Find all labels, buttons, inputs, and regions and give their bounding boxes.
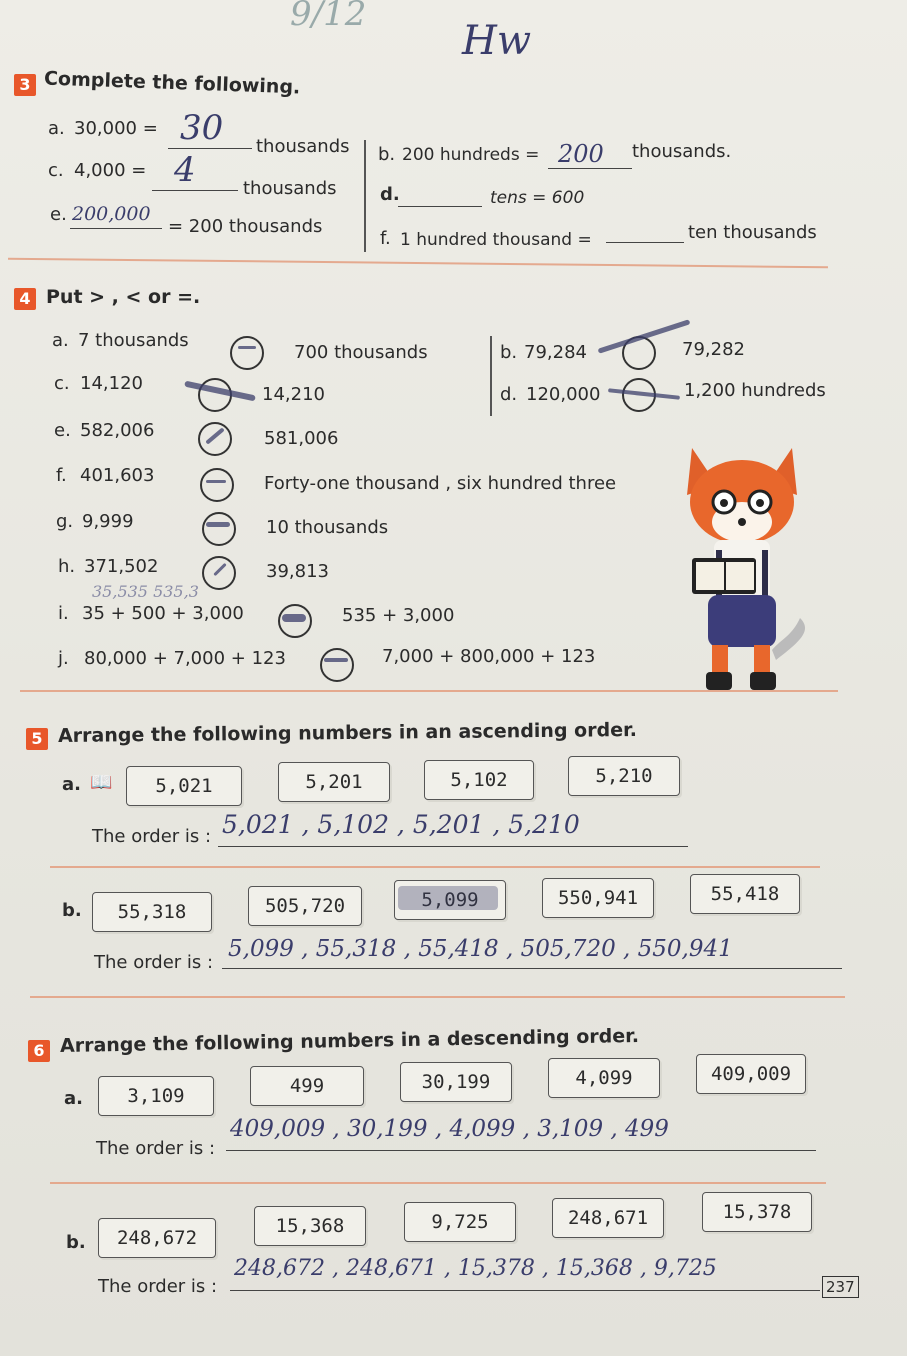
sec3-b-answer: 200	[558, 140, 604, 168]
sec4-b-right: 79,282	[682, 339, 745, 360]
sec3-a-left: 30,000 =	[74, 118, 158, 139]
sec4-j-right: 7,000 + 800,000 + 123	[382, 646, 596, 667]
sec4-b-label: b.	[500, 342, 518, 363]
sec4-g-right: 10 thousands	[266, 517, 389, 538]
sec3-b-blank[interactable]	[548, 168, 632, 169]
sec4-j-label: j.	[58, 648, 69, 669]
sec5-a-number-1: 5,021	[126, 766, 242, 806]
sec4-c-label: c.	[54, 373, 70, 394]
sec3-separator	[8, 258, 828, 268]
sec4-c-right: 14,210	[262, 384, 325, 405]
sec6-a-number-2: 499	[250, 1066, 364, 1106]
sec3-c-label: c.	[48, 160, 64, 181]
sec5-b-number-4: 550,941	[542, 878, 654, 918]
sec3-f-label: f.	[380, 228, 391, 249]
sec4-a-left: 7 thousands	[78, 330, 189, 351]
sec4-divider	[490, 336, 492, 416]
sec3-e-right: = 200 thousands	[168, 216, 323, 237]
sec4-d-left: 120,000	[526, 384, 601, 405]
sec6-b-number-4: 248,671	[552, 1198, 664, 1238]
sec4-i-left: 35 + 500 + 3,000	[82, 603, 244, 624]
sec6-a-separator	[50, 1182, 826, 1184]
sec4-i-label: i.	[58, 603, 69, 624]
sec4-a-mark	[238, 346, 256, 349]
sec4-g-label: g.	[56, 511, 74, 532]
sec4-f-right: Forty-one thousand , six hundred three	[264, 473, 617, 494]
sec4-h-right: 39,813	[266, 561, 329, 582]
sec3-d-right: tens = 600	[490, 188, 585, 208]
sec6-a-answer: 409,009 , 30,199 , 4,099 , 3,109 , 499	[230, 1116, 669, 1142]
sec6-a-number-1: 3,109	[98, 1076, 214, 1116]
section-3-badge: 3	[14, 74, 36, 96]
sec4-h-left: 371,502	[84, 556, 159, 577]
top-scribble: 9/12	[290, 0, 367, 34]
section-6-title: Arrange the following numbers in a descending order.	[59, 1024, 640, 1058]
sec3-a-answer: 30	[180, 108, 224, 148]
sec5-a-separator	[50, 866, 820, 868]
fox-reading-illustration	[672, 440, 812, 695]
sec5-a-order-line[interactable]	[218, 846, 688, 847]
sec6-b-order-label: The order is :	[98, 1276, 218, 1297]
sec6-b-number-2: 15,368	[254, 1206, 366, 1246]
sec3-b-right: thousands.	[632, 141, 732, 162]
sec3-e-blank[interactable]	[70, 228, 162, 229]
sec3-divider	[364, 140, 366, 252]
handwritten-hw: Hw	[462, 18, 532, 64]
sec4-i-mark	[282, 614, 306, 622]
sec4-a-circle[interactable]	[230, 336, 264, 370]
sec5-a-number-3: 5,102	[424, 760, 534, 800]
sec4-g-circle[interactable]	[202, 512, 236, 546]
sec4-i-right: 535 + 3,000	[342, 605, 455, 626]
sec3-a-blank[interactable]	[168, 148, 252, 149]
sec4-e-right: 581,006	[264, 428, 339, 449]
sec3-f-right: ten thousands	[688, 222, 817, 243]
sec6-a-number-4: 4,099	[548, 1058, 660, 1098]
sec4-b-left: 79,284	[524, 342, 587, 363]
sec3-c-blank[interactable]	[152, 190, 238, 191]
sec6-a-order-line[interactable]	[226, 1150, 816, 1151]
sec5-b-number-2: 505,720	[248, 886, 362, 926]
sec4-j-circle[interactable]	[320, 648, 354, 682]
sec3-e-label: e.	[50, 204, 67, 225]
sec6-b-number-5: 15,378	[702, 1192, 812, 1232]
sec3-a-label: a.	[48, 118, 65, 139]
sec4-j-mark	[324, 658, 348, 662]
sec6-a-label: a.	[64, 1088, 83, 1109]
sec4-f-circle[interactable]	[200, 468, 234, 502]
section-3-title: Complete the following.	[43, 67, 301, 99]
sec4-f-mark	[206, 480, 226, 483]
sec5-b-order-line[interactable]	[222, 968, 842, 969]
sec5-a-number-4: 5,210	[568, 756, 680, 796]
sec4-d-label: d.	[500, 384, 518, 405]
sec4-h-label: h.	[58, 556, 76, 577]
sec3-f-left: 1 hundred thousand =	[400, 230, 592, 250]
sec5-a-number-2: 5,201	[278, 762, 390, 802]
sec5-b-number-1: 55,318	[92, 892, 212, 932]
sec4-separator	[20, 690, 838, 692]
sec6-a-number-5: 409,009	[696, 1054, 806, 1094]
sec5-b-order-label: The order is :	[94, 952, 214, 973]
sec3-f-blank[interactable]	[606, 242, 684, 243]
sec3-d-label: d.	[380, 184, 400, 205]
section-6-badge: 6	[28, 1040, 50, 1062]
sec4-j-left: 80,000 + 7,000 + 123	[84, 648, 286, 669]
sec5-separator	[30, 996, 845, 998]
sec3-b-left: 200 hundreds =	[402, 145, 540, 165]
sec5-a-label: a.	[62, 774, 81, 795]
sec4-a-label: a.	[52, 330, 69, 351]
page-number: 237	[822, 1276, 859, 1298]
sec6-b-answer: 248,672 , 248,671 , 15,378 , 15,368 , 9,725	[234, 1256, 717, 1281]
sec4-f-left: 401,603	[80, 465, 155, 486]
sec5-b-number-3: 5,099	[394, 880, 506, 920]
sec5-b-answer: 5,099 , 55,318 , 55,418 , 505,720 , 550,941	[228, 936, 733, 962]
sec5-b-label: b.	[62, 900, 82, 921]
sec3-d-blank[interactable]	[398, 206, 482, 207]
sec6-b-number-3: 9,725	[404, 1202, 516, 1242]
sec6-a-order-label: The order is :	[96, 1138, 216, 1159]
sec3-a-right: thousands	[256, 136, 350, 157]
sec6-b-number-1: 248,672	[98, 1218, 216, 1258]
book-icon: 📖	[90, 772, 113, 793]
sec4-g-mark	[206, 522, 230, 527]
sec4-h-circle[interactable]	[202, 556, 236, 590]
sec4-e-circle[interactable]	[198, 422, 232, 456]
sec4-f-label: f.	[56, 465, 67, 486]
sec5-a-answer: 5,021 , 5,102 , 5,201 , 5,210	[222, 810, 580, 839]
sec3-c-left: 4,000 =	[74, 160, 147, 181]
sec4-c-left: 14,120	[80, 373, 143, 394]
sec5-b-number-3-strike	[398, 886, 498, 910]
sec5-b-number-5: 55,418	[690, 874, 800, 914]
section-4-badge: 4	[14, 288, 36, 310]
sec6-b-order-line[interactable]	[230, 1290, 820, 1291]
section-5-title: Arrange the following numbers in an ascending order.	[57, 718, 638, 748]
sec3-e-answer: 200,000	[72, 203, 151, 225]
sec4-d-right: 1,200 hundreds	[684, 380, 826, 401]
sec3-c-right: thousands	[243, 178, 337, 199]
sec4-g-left: 9,999	[82, 511, 134, 532]
sec3-c-answer: 4	[174, 150, 196, 190]
sec4-i-work: 35,535 535,3	[92, 582, 199, 601]
sec4-e-label: e.	[54, 420, 71, 441]
section-5-badge: 5	[26, 728, 48, 750]
sec6-b-label: b.	[66, 1232, 86, 1253]
section-4-title: Put > , < or =.	[46, 286, 201, 308]
sec4-a-right: 700 thousands	[294, 342, 428, 363]
sec5-a-order-label: The order is :	[92, 826, 212, 847]
sec4-e-left: 582,006	[80, 420, 155, 441]
sec3-b-label: b.	[378, 144, 396, 165]
sec6-a-number-3: 30,199	[400, 1062, 512, 1102]
